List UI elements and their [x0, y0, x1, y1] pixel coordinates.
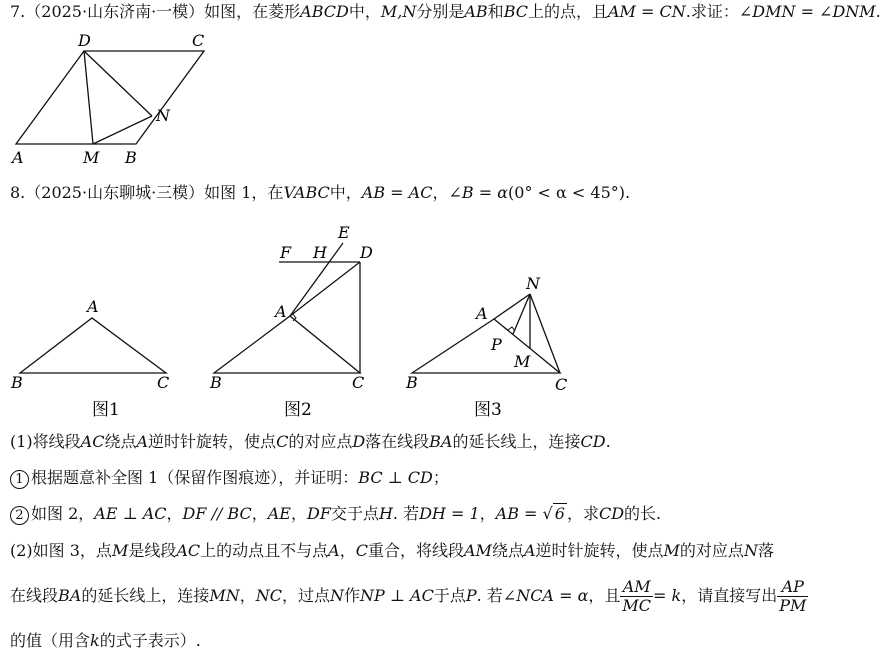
q8-part1-sub1: 1 根据题意补全图 1（保留作图痕迹），并证明：BC ⊥ CD；	[10, 468, 449, 489]
label-b: B	[125, 148, 137, 167]
fig1-triangle	[20, 318, 166, 373]
fig2-figure	[214, 243, 360, 373]
circled-number-1: 1	[10, 470, 29, 489]
segment-mn	[93, 116, 152, 144]
segment-dm	[84, 51, 93, 144]
fig2-label-d: D	[360, 243, 373, 262]
q8-part1: (1)将线段AC绕点A逆时针旋转，使点C的对应点D落在线段BA的延长线上，连接CD.	[10, 432, 611, 451]
fig3-label-n: N	[526, 274, 540, 293]
label-m: M	[83, 148, 100, 167]
label-a: A	[12, 148, 24, 167]
fig2-label-b: B	[210, 373, 222, 392]
q8-part2-line3: 的值（用含k的式子表示）.	[10, 631, 201, 650]
fig3-label-m: M	[514, 352, 531, 371]
fig2-label-h: H	[313, 243, 327, 262]
fig3-caption: 图3	[474, 400, 502, 420]
q8-part2-line1: (2)如图 3，点M是线段AC上的动点且不与点A，C重合，将线段AM绕点A逆时针旋转，使点M的对应点N落	[10, 541, 774, 560]
fig1-label-b: B	[11, 373, 23, 392]
fig1-label-c: C	[157, 373, 170, 392]
fig2-caption: 图2	[284, 400, 312, 420]
fig3-label-p: P	[491, 335, 502, 354]
label-c: C	[192, 31, 205, 50]
fig1-caption: 图1	[92, 400, 120, 420]
fig3-label-b: B	[406, 373, 418, 392]
fraction-ap-pm: $\frac{AP}{PM}$	[779, 577, 807, 615]
fraction-am-mc: $\frac{AM}{MC}$	[622, 577, 652, 615]
fig1-label-a: A	[87, 297, 99, 316]
circled-number-2: 2	[10, 506, 29, 525]
rhombus-abcd	[16, 51, 204, 144]
q8-part2-line2: 在线段BA的延长线上，连接MN，NC，过点N作NP ⊥ AC于点P. 若∠NCA = α，且 $\frac{AM}{MC}$ = k，请直接写出 $\frac{AP}{PM}$	[10, 577, 807, 615]
fig3-label-c: C	[555, 375, 568, 394]
segment-dn	[84, 51, 152, 116]
q7-statement: 7.（2025·山东济南·一模）如图，在菱形ABCD中，M,N分别是AB和BC上的点，且AM = CN.求证：∠DMN = ∠DNM.	[10, 2, 881, 21]
sqrt-symbol: √	[542, 504, 553, 523]
fig2-label-c: C	[352, 373, 365, 392]
fig2-label-f: F	[280, 243, 292, 262]
fig2-label-e: E	[338, 223, 350, 242]
q7-rhombus-figure	[16, 51, 204, 144]
label-n: N	[156, 106, 170, 125]
label-d: D	[78, 31, 91, 50]
fig3-label-a: A	[476, 304, 488, 323]
q8-statement: 8.（2025·山东聊城·三模）如图 1，在VABC中，AB = AC，∠B = α(0° < α < 45°).	[10, 183, 631, 202]
fig2-label-a: A	[275, 302, 287, 321]
q8-part1-sub2: 2 如图 2，AE ⊥ AC，DF // BC，AE，DF交于点H. 若DH = 1，AB = √ 6 ，求CD的长.	[10, 504, 661, 525]
